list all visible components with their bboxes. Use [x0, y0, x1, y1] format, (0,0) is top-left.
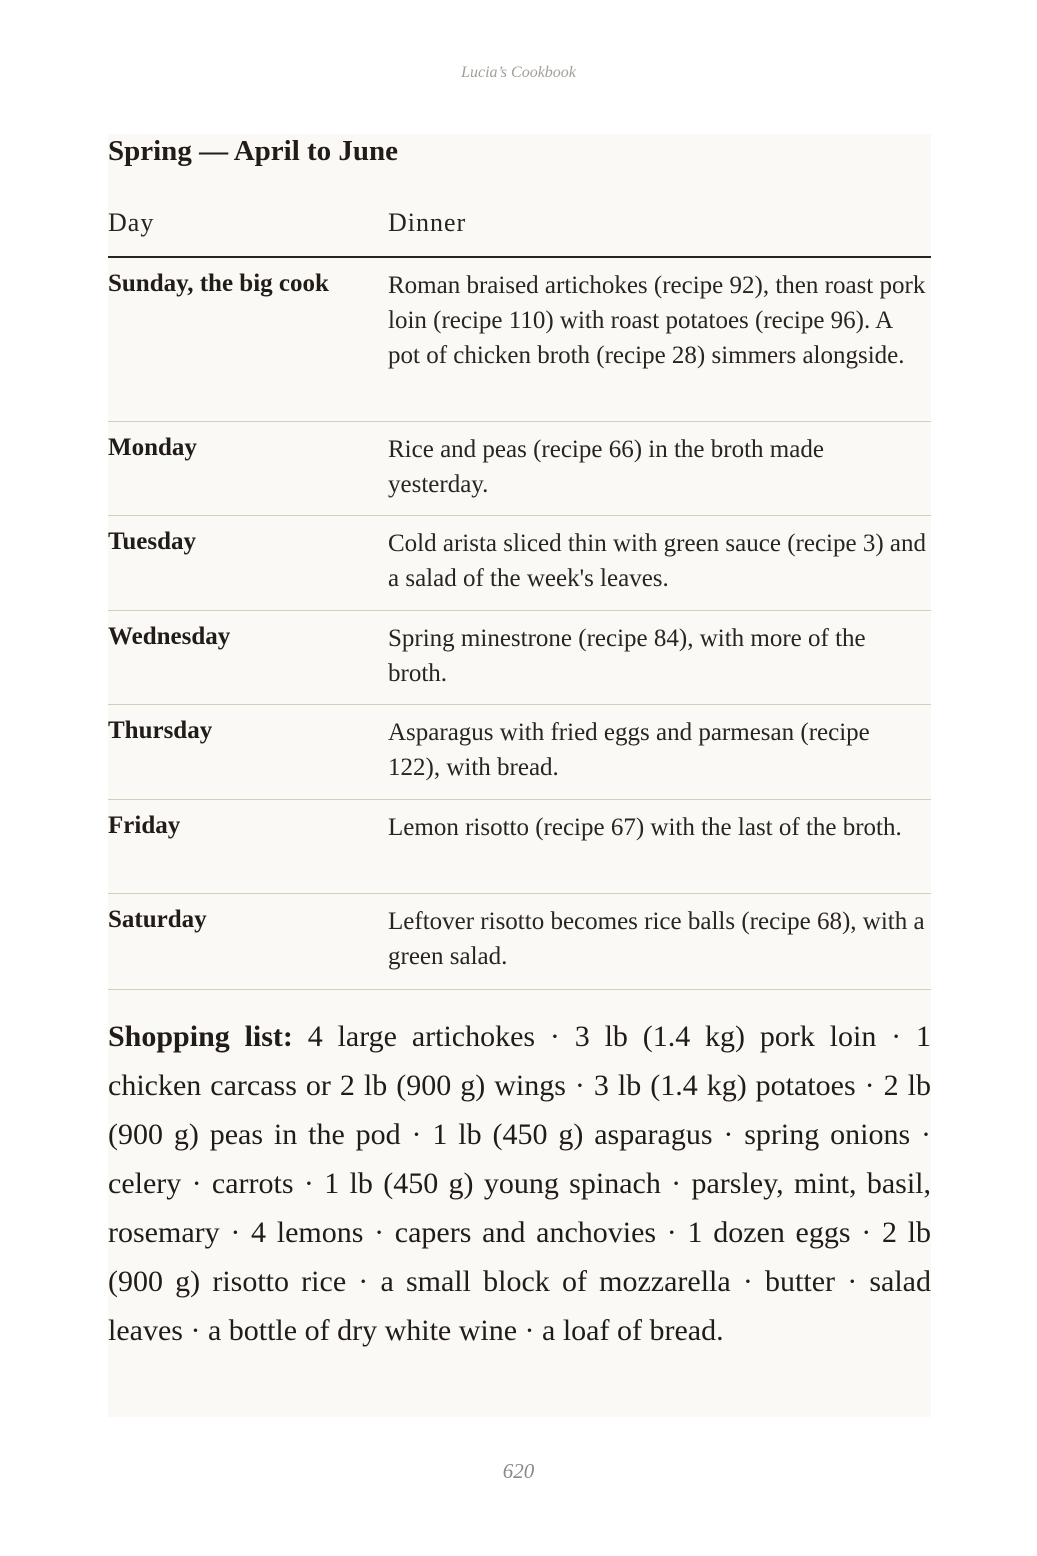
table-row: [108, 894, 931, 990]
shopping-list: [108, 1012, 931, 1355]
table-row: [108, 800, 931, 894]
section-title: Spring — April to June: [108, 135, 399, 167]
row-dinner: Spring minestrone (recipe 84), with more of the broth.: [388, 625, 866, 687]
table-row: [108, 422, 931, 516]
running-header: Lucia’s Cookbook: [461, 64, 576, 81]
row-day: Sunday, the big cook: [108, 270, 329, 297]
row-day: Monday: [108, 434, 197, 461]
table-row: [108, 705, 931, 800]
row-day: Tuesday: [108, 528, 197, 555]
row-day: Thursday: [108, 717, 213, 744]
table-row: [108, 258, 931, 422]
meal-plan-panel: [108, 134, 931, 1417]
row-dinner: Leftover risotto becomes rice balls (recipe 68), with a green salad.: [388, 908, 925, 970]
row-day: Friday: [108, 812, 181, 839]
meal-table-body: [108, 258, 931, 990]
table-row: [108, 516, 931, 611]
page-number: 620: [502, 1459, 535, 1483]
row-dinner: Cold arista sliced thin with green sauce (recipe 3) and a salad of the week's leaves.: [388, 530, 927, 592]
row-day: Saturday: [108, 906, 207, 933]
table-header: [108, 204, 931, 258]
shopping-list-label: Shopping list:: [108, 1020, 293, 1053]
column-header-day: Day: [108, 208, 155, 237]
row-dinner: Asparagus with fried eggs and parmesan (recipe 122), with bread.: [388, 719, 870, 781]
row-day: Wednesday: [108, 623, 231, 650]
row-dinner: Lemon risotto (recipe 67) with the last of the broth.: [388, 814, 902, 841]
row-dinner: Rice and peas (recipe 66) in the broth made yesterday.: [388, 436, 824, 498]
shopping-list-text: 4 large artichokes · 3 lb (1.4 kg) pork loin · 1 chicken carcass or 2 lb (900 g) wings · 3 lb (1.4 kg) potatoes · 2 lb (900 g) peas in the pod · 1 lb (450 g) asparagus · spring onions · celery · carrots · 1 lb (450 g) young spinach · parsley, mint, basil, rosemary · 4 lemons · capers and anchovies · 1 dozen eggs · 2 lb (900 g) risotto rice · a small block of mozzarella · butter · salad leaves · a bottle of dry white wine · a loaf of bread.: [108, 1020, 931, 1347]
column-header-dinner: Dinner: [388, 208, 467, 237]
table-row: [108, 611, 931, 705]
row-dinner: Roman braised artichokes (recipe 92), then roast pork loin (recipe 110) with roast potatoes (recipe 96). A pot of chicken broth (recipe 28) simmers alongside.: [388, 272, 926, 369]
